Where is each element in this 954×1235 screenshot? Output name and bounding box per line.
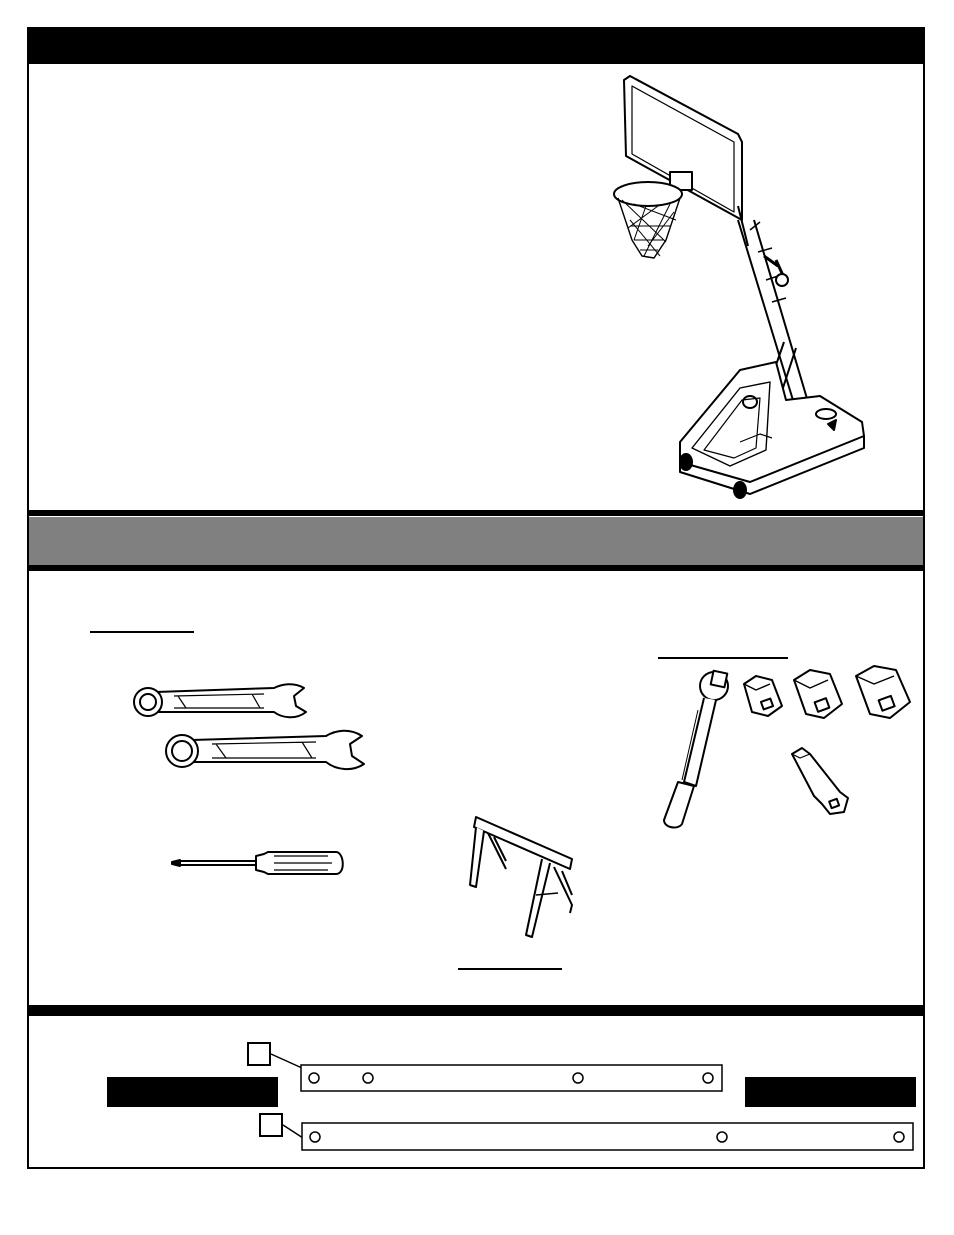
flat-bar-short <box>300 1064 724 1092</box>
hardware-label-right <box>745 1077 916 1107</box>
hardware-label-left <box>107 1077 278 1107</box>
flat-bar-long <box>301 1122 915 1152</box>
hardware-label-left-text <box>107 1084 117 1100</box>
hardware-label-right-text <box>745 1084 755 1100</box>
